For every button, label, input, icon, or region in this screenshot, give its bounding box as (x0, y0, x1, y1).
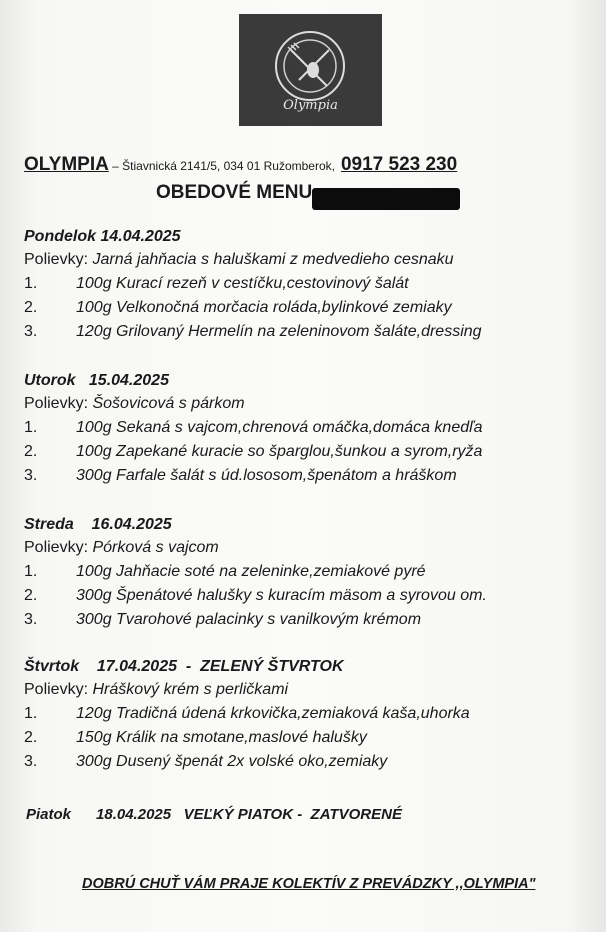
soup-line (24, 536, 594, 560)
soup-line (24, 392, 594, 416)
restaurant-logo (239, 14, 382, 126)
meal-item (24, 750, 594, 774)
header-line (24, 154, 457, 176)
day-section (24, 514, 594, 632)
meal-text: 300g Dusený špenát 2x volské oko,zemiaky (76, 753, 388, 770)
meal-item (24, 584, 594, 608)
meal-item (24, 702, 594, 726)
soup-label: Polievky: (24, 681, 89, 698)
day-section (24, 656, 594, 774)
soup-label: Polievky: (24, 395, 89, 412)
meal-item (24, 560, 594, 584)
brand-name: OLYMPIA (24, 154, 109, 175)
day-heading: Pondelok 14.04.2025 (24, 228, 181, 245)
meal-item (24, 320, 594, 344)
meal-item (24, 440, 594, 464)
soup-line (24, 678, 594, 702)
day-heading: Streda 16.04.2025 (24, 516, 172, 533)
meal-text: 100g Kurací rezeň v cestíčku,cestovinový šalát (76, 275, 409, 292)
logo-text: Olympia (283, 98, 338, 113)
meal-item (24, 464, 594, 488)
menu-title: OBEDOVÉ MENU (156, 182, 313, 203)
meal-number: 3. (24, 323, 38, 340)
soup-name: Jarná jahňacia s haluškami z medvedieho cesnaku (92, 251, 454, 268)
meal-number: 3. (24, 467, 38, 484)
meal-number: 1. (24, 705, 38, 722)
meal-text: 300g Špenátové halušky s kuracím mäsom a syrovou om. (76, 587, 487, 604)
phone-number: 0917 523 230 (340, 154, 458, 175)
day-section (24, 370, 594, 488)
meal-text: 300g Tvarohové palacinky s vanilkovým krémom (76, 611, 422, 628)
meal-text: 100g Velkonočná morčacia roláda,bylinkové zemiaky (76, 299, 452, 316)
meal-item (24, 726, 594, 750)
meal-text: 100g Zapekané kuracie so šparglou,šunkou a syrom,ryža (76, 443, 483, 460)
meal-text: 100g Sekaná s vajcom,chrenová omáčka,domáca knedľa (76, 419, 483, 436)
soup-name: Hráškový krém s perličkami (92, 681, 289, 698)
footer-greeting: DOBRÚ CHUŤ VÁM PRAJE KOLEKTÍV Z PREVÁDZKY ,,OLYMPIA" (82, 876, 536, 892)
meal-number: 1. (24, 275, 38, 292)
closed-notice: Piatok 18.04.2025 VEĽKÝ PIATOK - ZATVORENÉ (26, 806, 402, 823)
meal-text: 100g Jahňacie soté na zeleninke,zemiakové pyré (76, 563, 426, 580)
meal-text: 120g Grilovaný Hermelín na zeleninovom šaláte,dressing (76, 323, 482, 340)
day-heading: Štvrtok 17.04.2025 - ZELENÝ ŠTVRTOK (24, 658, 344, 675)
soup-line (24, 248, 594, 272)
soup-label: Polievky: (24, 251, 89, 268)
day-heading: Utorok 15.04.2025 (24, 372, 169, 389)
meal-text: 120g Tradičná údená krkovička,zemiaková kaša,uhorka (76, 705, 470, 722)
meal-text: 300g Farfale šalát s úd.lososom,špenátom a hráškom (76, 467, 457, 484)
meal-number: 2. (24, 299, 38, 316)
meal-number: 2. (24, 587, 38, 604)
soup-name: Pórková s vajcom (92, 539, 219, 556)
soup-name: Šošovicová s párkom (92, 395, 245, 412)
meal-number: 1. (24, 563, 38, 580)
meal-number: 2. (24, 729, 38, 746)
day-section (24, 226, 594, 344)
soup-label: Polievky: (24, 539, 89, 556)
meal-item (24, 296, 594, 320)
meal-item (24, 272, 594, 296)
address: – Štiavnická 2141/5, 034 01 Ružomberok, (108, 159, 335, 173)
meal-item (24, 608, 594, 632)
meal-number: 1. (24, 419, 38, 436)
meal-number: 3. (24, 611, 38, 628)
meal-text: 150g Králik na smotane,maslové halušky (76, 729, 367, 746)
meal-number: 2. (24, 443, 38, 460)
redaction-bar (312, 188, 460, 210)
meal-number: 3. (24, 753, 38, 770)
meal-item (24, 416, 594, 440)
